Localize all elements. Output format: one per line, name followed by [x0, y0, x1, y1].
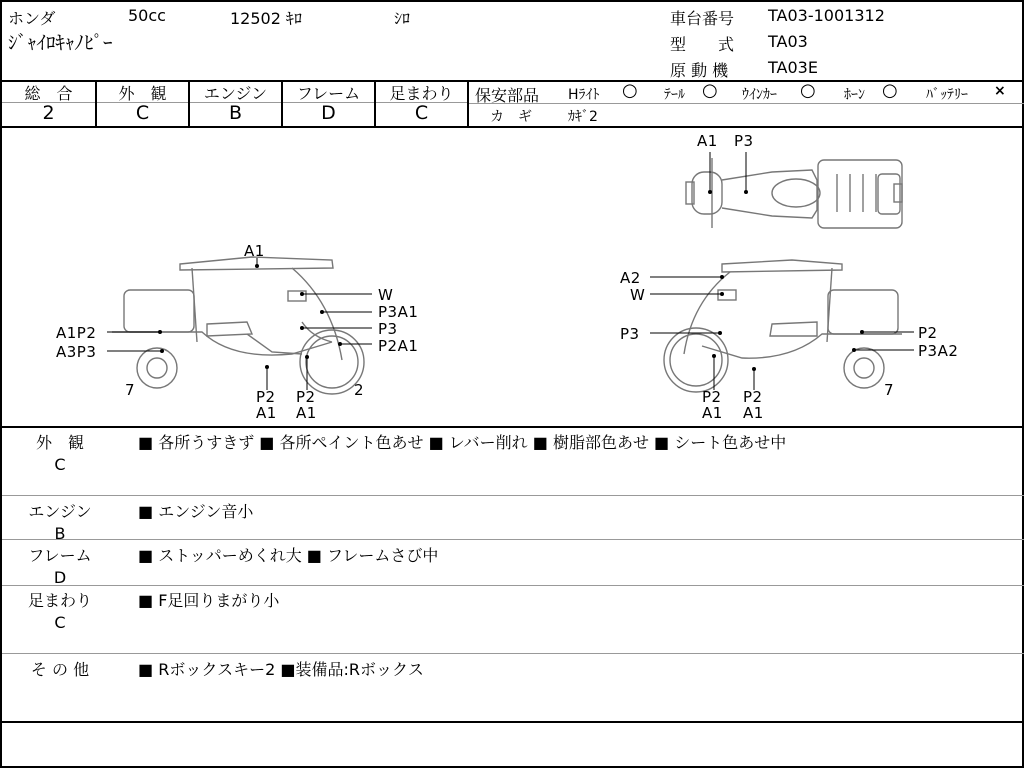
mark-left-p3: P3	[378, 320, 398, 338]
safety-headlight: Hﾗｲﾄ	[568, 87, 600, 103]
mark-right-p2-b: P2	[743, 388, 763, 406]
mark-left-p2-b: P2	[296, 388, 316, 406]
mark-right-w: W	[630, 286, 646, 304]
grade-header-suspension: 足まわり	[389, 84, 454, 103]
grade-header-engine: エンジン	[203, 84, 268, 103]
key-label: カ ギ	[490, 109, 532, 125]
key-value: ｶｷﾞ2	[568, 109, 598, 125]
mark-right-p3: P3	[620, 325, 640, 343]
scooter-left-view	[112, 257, 364, 394]
section-suspension-text: ■ F足回りまがり小	[138, 591, 280, 610]
safety-horn-mark: ○	[882, 80, 898, 101]
mark-right-p2-a: P2	[702, 388, 722, 406]
scooter-top-view	[686, 158, 902, 228]
safety-tail: ﾃｰﾙ	[664, 87, 685, 103]
divider	[2, 495, 1024, 496]
grade-frame: D	[321, 102, 336, 124]
divider	[2, 721, 1024, 723]
mark-left-a1: A1	[244, 242, 265, 260]
model-name: ｼﾞｬｲﾛｷｬﾉﾋﾟｰ	[8, 32, 113, 54]
section-grade: C	[54, 613, 66, 632]
divider	[2, 585, 1024, 586]
section-exterior-label	[20, 430, 100, 474]
mark-top-a1: A1	[697, 132, 718, 150]
grade-overall: 2	[42, 102, 55, 124]
safety-horn: ﾎｰﾝ	[844, 87, 865, 103]
section-grade: B	[54, 524, 66, 543]
section-suspension-label	[20, 588, 100, 632]
section-exterior-text: ■ 各所うすきず ■ 各所ペイント色あせ ■ レバー削れ ■ 樹脂部色あせ ■ シート色あせ中	[138, 433, 787, 452]
mark-left-w: W	[378, 286, 394, 304]
safety-battery: ﾊﾞｯﾃﾘｰ	[926, 87, 968, 103]
mark-left-p3a1: P3A1	[378, 303, 419, 321]
grade-header-overall: 総 合	[24, 84, 73, 103]
type-value: TA03	[768, 32, 808, 51]
mark-left-7: 7	[125, 381, 136, 399]
section-other-text: ■ Rボックスキー2 ■装備品:Rボックス	[138, 660, 424, 679]
mark-left-a1-b: A1	[296, 404, 317, 422]
frame-no: TA03-1001312	[768, 6, 885, 25]
grade-exterior: C	[135, 102, 150, 124]
mark-right-p3a2: P3A2	[918, 342, 959, 360]
grade-header-frame: フレーム	[296, 84, 361, 103]
safety-winker-mark: ○	[800, 80, 816, 101]
color: ｼﾛ	[394, 9, 411, 28]
section-frame-label	[20, 543, 100, 587]
divider	[2, 426, 1024, 428]
mark-right-p2: P2	[918, 324, 938, 342]
grade-header-exterior: 外 観	[118, 84, 167, 103]
grade-suspension: C	[414, 102, 429, 124]
safety-battery-mark: ×	[994, 83, 1006, 99]
mark-left-a1p2: A1P2	[56, 324, 97, 342]
mark-left-p2-a: P2	[256, 388, 276, 406]
mark-right-7: 7	[884, 381, 895, 399]
divider	[2, 539, 1024, 540]
maker: ホンダ	[8, 9, 56, 28]
section-grade: D	[53, 568, 67, 587]
mark-top-p3: P3	[734, 132, 754, 150]
divider	[2, 653, 1024, 654]
scooter-right-view	[664, 260, 902, 392]
section-label-text: 足まわり	[27, 591, 92, 610]
engine-value: TA03E	[768, 58, 818, 77]
damage-points	[158, 190, 864, 371]
section-grade: C	[54, 455, 66, 474]
section-label-text: エンジン	[28, 502, 92, 521]
section-label-text: フレーム	[28, 546, 92, 565]
safety-winker: ｳｲﾝｶｰ	[742, 87, 777, 103]
grade-engine: B	[228, 102, 243, 124]
engine-label: 原 動 機	[670, 61, 729, 80]
safety-label: 保安部品	[475, 86, 540, 105]
section-engine-text: ■ エンジン音小	[138, 502, 254, 521]
safety-headlight-mark: ○	[622, 80, 638, 101]
type-label: 型 式	[670, 35, 735, 54]
section-label-text: 外 観	[35, 433, 84, 452]
section-label-text: そ の 他	[30, 660, 90, 679]
mark-left-p2a1: P2A1	[378, 337, 419, 355]
mark-left-a3p3: A3P3	[56, 343, 97, 361]
frame-no-label: 車台番号	[670, 9, 735, 28]
mark-left-a1-a: A1	[256, 404, 277, 422]
mileage: 12502 ｷﾛ	[230, 9, 302, 28]
mark-left-2: 2	[354, 381, 365, 399]
section-frame-text: ■ ストッパーめくれ大 ■ フレームさび中	[138, 546, 439, 565]
section-engine-label	[20, 499, 100, 543]
mark-right-a1-a: A1	[702, 404, 723, 422]
displacement: 50cc	[128, 6, 166, 25]
safety-tail-mark: ○	[702, 80, 718, 101]
section-other-label	[20, 657, 100, 680]
mark-right-a1-b: A1	[743, 404, 764, 422]
mark-right-a2: A2	[620, 269, 641, 287]
